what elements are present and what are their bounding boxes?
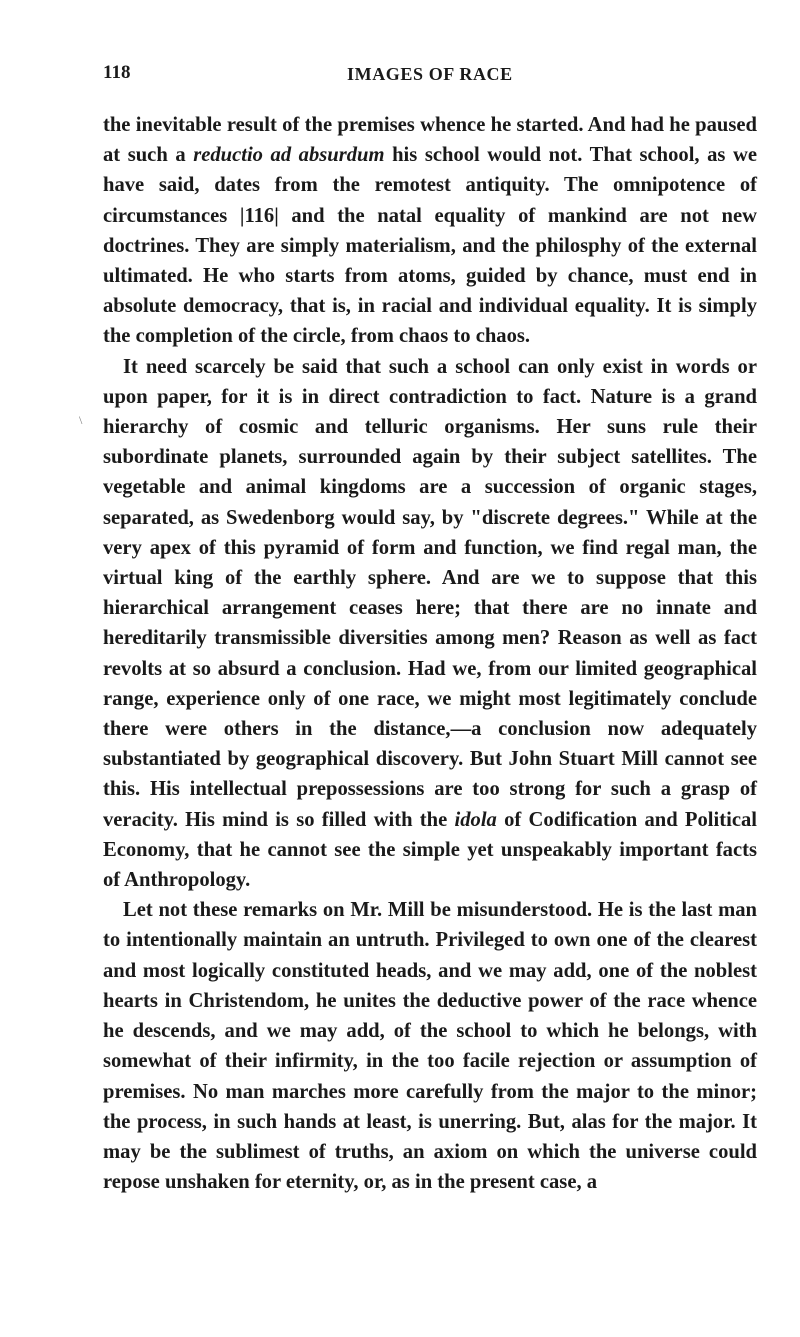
text-run: the inevitable result of the premises whence he started. And had he paused at such a <box>103 114 757 167</box>
page-number: 118 <box>103 62 131 83</box>
text-run: Let not these remarks on Mr. Mill be misunderstood. He is the last man to intentionally maintain an untruth. Privileged to own one of the clearest and most logically constituted heads, and we may add, one of the noblest hearts in Christendom, he unites the deductive power of the race whence he descends, and we may add, of the school to which he belongs, with somewhat of their infirmity, in the too facile rejection or assumption of premises. No man marches more carefully from the major to the minor; the process, in such hands at least, is unerring. But, alas for the major. It may be the sublimest of truths, an axiom on which the universe could repose unshaken for eternity, or, as in the present case, a <box>103 899 757 1194</box>
margin-mark: \ <box>79 413 83 427</box>
italic-phrase: idola <box>454 808 497 831</box>
paragraph-2 <box>103 352 757 896</box>
text-run: his school would not. That school, as we have said, dates from the remotest antiquity. The omnipotence of circumstances |116| and the natal equality of mankind are not new doctrines. They are simply materialism, and the philosphy of the external ultimated. He who starts from atoms, guided by chance, must end in absolute democracy, that is, in racial and individual equality. It is simply the completion of the circle, from chaos to chaos. <box>103 144 757 348</box>
paragraph-1 <box>103 110 757 352</box>
paragraph-3 <box>103 895 757 1197</box>
italic-phrase: reductio ad absurdum <box>193 144 385 167</box>
body-text <box>103 110 757 1197</box>
running-head <box>103 62 757 92</box>
text-run: It need scarcely be said that such a school can only exist in words or upon paper, for it is in direct contradiction to fact. Nature is a grand hierarchy of cosmic and telluric organisms. Her suns rule their subordinate planets, surrounded again by their subject satellites. The vegetable and animal kingdoms are a succession of organic stages, separated, as Swedenborg would say, by "discrete degrees." While at the very apex of this pyramid of form and function, we find regal man, the virtual king of the earthly sphere. And are we to suppose that this hierarchical arrangement ceases here; that there are no innate and hereditarily transmissible diversities among men? Reason as well as fact revolts at so absurd a conclusion. Had we, from our limited geographical range, experience only of one race, we might most legitimately conclude there were others in the distance,—a conclusion now adequately substantiated by geographical discovery. But John Stuart Mill cannot see this. His intellectual prepossessions are too strong for such a grasp of veracity. His mind is so filled with the <box>103 355 757 831</box>
text-run: of Codification and Political Economy, that he cannot see the simple yet unspeakably important facts of Anthropology. <box>103 808 757 892</box>
running-title: IMAGES OF RACE <box>347 64 513 84</box>
